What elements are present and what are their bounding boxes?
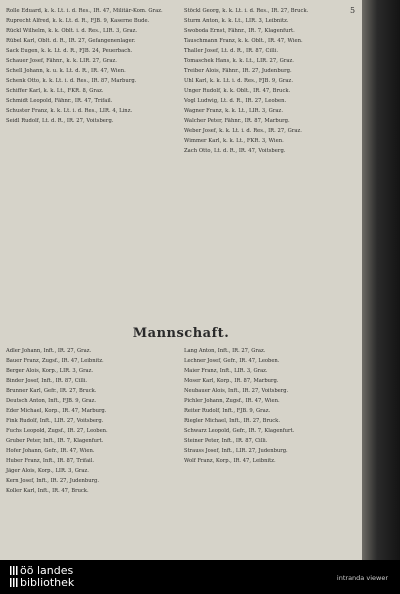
soldier-entry: Kern Josef, Inft., IR. 27, Judenburg.: [6, 478, 99, 484]
soldier-entry: Reiter Rudolf, Inft., FJB. 9, Graz.: [184, 408, 271, 414]
officer-entry: Wimmer Karl, k. k. Lt., FKR. 3, Wien.: [184, 138, 284, 144]
officer-entry: Wagner Franz, k. k. Lt., LIR. 3, Graz.: [184, 108, 284, 114]
men-list-right: [184, 348, 354, 468]
library-logo-icon-2: [10, 578, 18, 587]
officer-entry: Thaller Josef, Lt. d. R., IR. 87, Cilli.: [184, 48, 279, 54]
officer-entry: Stöckl Georg, k. k. Lt. i. d. Res., IR. 27, Bruck.: [184, 8, 309, 14]
soldier-entry: Moser Karl, Korp., IR. 87, Marburg.: [184, 378, 279, 384]
officer-entry: Tomaschek Hans, k. k. Lt., LIR. 27, Graz.: [184, 58, 294, 64]
officer-entry: Schenk Otto, k. k. Lt. i. d. Res., IR. 87, Marburg.: [6, 78, 137, 84]
soldier-entry: Jäger Alois, Korp., LIR. 3, Graz.: [6, 468, 89, 474]
officer-entry: Ruprecht Alfred, k. k. Lt. d. R., FJB. 9, Kaserne Bude.: [6, 18, 150, 24]
officer-entry: Zach Otto, Lt. d. R., IR. 47, Voitsberg.: [184, 148, 286, 154]
book-edge: [362, 0, 400, 560]
officer-entry: Schell Johann, k. u. k. Lt. d. R., IR. 47, Wien.: [6, 68, 126, 74]
soldier-entry: Bauer Franz, Zugsf., IR. 47, Leibnitz.: [6, 358, 104, 364]
officer-entry: Rübel Karl, Oblt. d. R., IR. 27, Gefangenenlager.: [6, 38, 136, 44]
soldier-entry: Steiner Peter, Inft., IR. 87, Cilli.: [184, 438, 268, 444]
soldier-entry: Hofer Johann, Gefr., IR. 47, Wien.: [6, 448, 95, 454]
officer-entry: Treiber Alois, Fähnr., IR. 27, Judenburg.: [184, 68, 292, 74]
soldier-entry: Schwarz Leopold, Gefr., IR. 7, Klagenfurt.: [184, 428, 295, 434]
page-number: 5: [350, 6, 356, 15]
officer-entry: Rückl Wilhelm, k. k. Oblt. i. d. Res., LIR. 3, Graz.: [6, 28, 138, 34]
officer-entry: Schiffer Karl, k. k. Lt., FKR. 8, Graz.: [6, 88, 104, 94]
soldier-entry: Pichler Johann, Zugsf., IR. 47, Wien.: [184, 398, 280, 404]
officer-entry: Vogl Ludwig, Lt. d. R., IR. 27, Leoben.: [184, 98, 287, 104]
officer-entry: Schauer Josef, Fähnr., k. k. LIR. 27, Graz.: [6, 58, 118, 64]
soldier-entry: Neubauer Alois, Inft., IR. 27, Voitsberg.: [184, 388, 289, 394]
officer-entry: Sack Eugen, k. k. Lt. d. R., FJB. 24, Peuerbach.: [6, 48, 133, 54]
men-list-left: [6, 348, 176, 498]
soldier-entry: Strauss Josef, Inft., LIR. 27, Judenburg.: [184, 448, 288, 454]
soldier-entry: Koller Karl, Inft., IR. 47, Bruck.: [6, 488, 89, 494]
officer-entry: Tauschmann Franz, k. k. Oblt., IR. 47, Wien.: [184, 38, 303, 44]
soldier-entry: Deutsch Anton, Inft., FJB. 9, Graz.: [6, 398, 96, 404]
logo-text-line1: öö landes: [20, 564, 74, 577]
soldier-entry: Eder Michael, Korp., IR. 47, Marburg.: [6, 408, 107, 414]
officer-entry: Schuster Franz, k. k. Lt. i. d. Res., LIR. 4, Linz.: [6, 108, 133, 114]
soldier-entry: Huber Franz, Inft., IR. 87, Trifail.: [6, 458, 95, 464]
library-logo[interactable]: [10, 565, 74, 589]
officer-entry: Swoboda Ernst, Fähnr., IR. 7, Klagenfurt.: [184, 28, 295, 34]
soldier-entry: Lechner Josef, Gefr., IR. 47, Leoben.: [184, 358, 280, 364]
officer-entry: Uhl Karl, k. k. Lt. i. d. Res., FJB. 9, Graz.: [184, 78, 294, 84]
officer-entry: Seidl Rudolf, Lt. d. R., IR. 27, Voitsberg.: [6, 118, 114, 124]
soldier-entry: Fuchs Leopold, Zugsf., IR. 27, Leoben.: [6, 428, 108, 434]
soldier-entry: Gruber Peter, Inft., IR. 7, Klagenfurt.: [6, 438, 104, 444]
soldier-entry: Berger Alois, Korp., LIR. 3, Graz.: [6, 368, 94, 374]
soldier-entry: Maier Franz, Inft., LIR. 3, Graz.: [184, 368, 268, 374]
soldier-entry: Riegler Michael, Inft., IR. 27, Bruck.: [184, 418, 280, 424]
officer-entry: Rolle Eduard, k. k. Lt. i. d. Res., IR. 47, Militär-Kom. Graz.: [6, 8, 163, 14]
section-heading: Mannschaft.: [132, 326, 230, 341]
officer-entry: Sturm Anton, k. k. Lt., LIR. 3, Leibnitz.: [184, 18, 289, 24]
soldier-entry: Adler Johann, Inft., IR. 27, Graz.: [6, 348, 92, 354]
officer-entry: Walcher Peter, Fähnr., IR. 87, Marburg.: [184, 118, 290, 124]
officer-entry: Schmidt Leopold, Fähnr., IR. 47, Trifail.: [6, 98, 113, 104]
library-logo-icon: [10, 566, 18, 575]
soldier-entry: Wolf Franz, Korp., IR. 47, Leibnitz.: [184, 458, 276, 464]
officers-list-left: [6, 8, 176, 128]
soldier-entry: Lang Anton, Inft., IR. 27, Graz.: [184, 348, 266, 354]
officers-list-right: [184, 8, 354, 158]
logo-text-line2: bibliothek: [20, 576, 75, 589]
soldier-entry: Fink Rudolf, Inft., LIR. 27, Voitsberg.: [6, 418, 104, 424]
soldier-entry: Binder Josef, Inft., IR. 87, Cilli.: [6, 378, 88, 384]
officer-entry: Weber Josef, k. k. Lt. i. d. Res., IR. 27, Graz.: [184, 128, 302, 134]
viewer-label: intranda viewer: [336, 574, 388, 582]
officer-entry: Unger Rudolf, k. k. Oblt., IR. 47, Bruck.: [184, 88, 291, 94]
soldier-entry: Brunner Karl, Gefr., IR. 27, Bruck.: [6, 388, 97, 394]
